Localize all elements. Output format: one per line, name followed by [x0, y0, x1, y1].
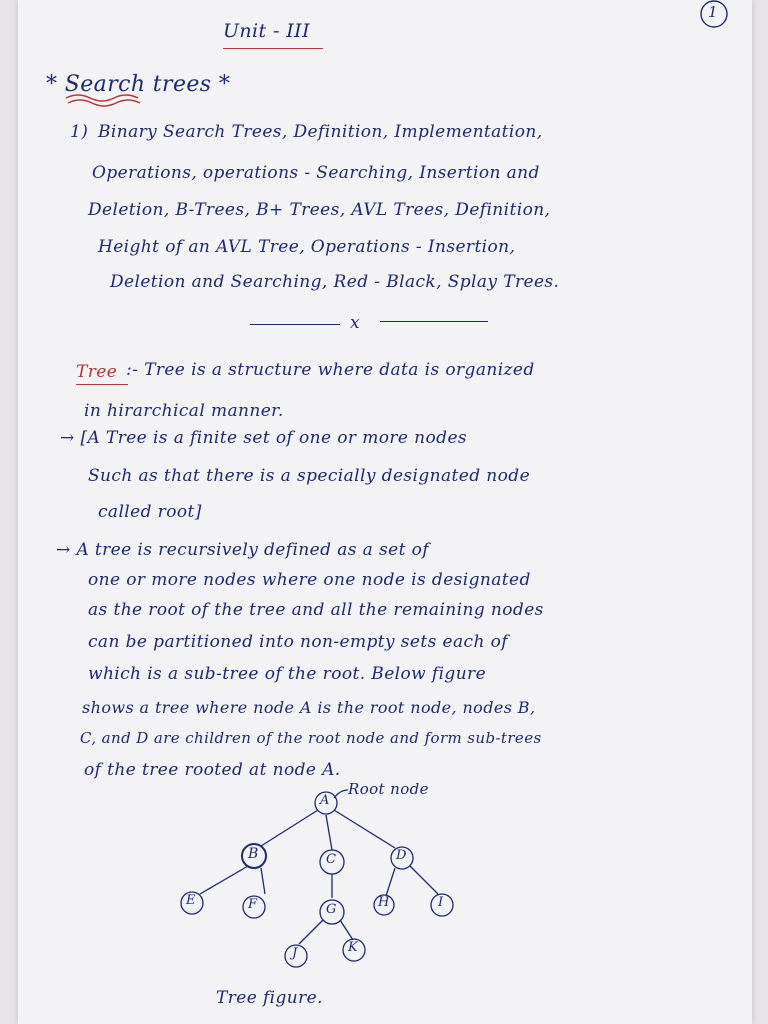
- definition-line-8: as the root of the tree and all the remaining nodes: [88, 600, 544, 620]
- syllabus-line-2: Operations, operations - Searching, Insertion and: [92, 163, 540, 183]
- definition-line-7: one or more nodes where one node is designated: [88, 570, 531, 590]
- node-h: H: [378, 895, 390, 910]
- notebook-page: [18, 0, 752, 1024]
- syllabus-number: 1): [70, 122, 89, 142]
- definition-line-13: of the tree rooted at node A.: [84, 760, 341, 780]
- node-g: G: [326, 902, 337, 917]
- definition-line-6: → A tree is recursively defined as a set of: [56, 540, 429, 560]
- definition-line-5: called root]: [98, 502, 202, 522]
- definition-line-11: shows a tree where node A is the root node, nodes B,: [82, 698, 536, 717]
- root-node-label: Root node: [348, 780, 429, 798]
- syllabus-line-1: Binary Search Trees, Definition, Implementation,: [98, 122, 543, 142]
- syllabus-line-3: Deletion, B-Trees, B+ Trees, AVL Trees, Definition,: [88, 200, 551, 220]
- node-j: J: [292, 946, 298, 961]
- syllabus-line-4: Height of an AVL Tree, Operations - Insertion,: [98, 237, 516, 257]
- node-f: F: [248, 897, 258, 912]
- figure-caption: Tree figure.: [216, 988, 323, 1008]
- node-a: A: [320, 793, 330, 808]
- node-e: E: [186, 893, 196, 908]
- definition-line-4: Such as that there is a specially designated node: [88, 466, 531, 486]
- node-c: C: [326, 852, 337, 867]
- node-k: K: [348, 940, 359, 955]
- unit-title: Unit - III: [223, 20, 310, 42]
- definition-line-3: → [A Tree is a finite set of one or more nodes: [60, 428, 468, 448]
- node-b: B: [248, 846, 259, 862]
- node-i: I: [438, 895, 444, 910]
- section-heading: * Search trees *: [46, 72, 231, 97]
- page-number: 1: [708, 3, 718, 21]
- definition-line-9: can be partitioned into non-empty sets each of: [88, 632, 508, 652]
- tree-term: Tree: [76, 362, 118, 382]
- definition-line-10: which is a sub-tree of the root. Below figure: [88, 664, 487, 684]
- definition-line-12: C, and D are children of the root node and form sub-trees: [80, 729, 542, 747]
- definition-line-2: in hirarchical manner.: [84, 401, 284, 421]
- definition-line-1: :- Tree is a structure where data is organized: [126, 360, 535, 380]
- separator-mark: x: [350, 313, 360, 333]
- tree-figure: [18, 0, 752, 1024]
- node-d: D: [396, 848, 407, 863]
- syllabus-line-5: Deletion and Searching, Red - Black, Splay Trees.: [110, 272, 560, 292]
